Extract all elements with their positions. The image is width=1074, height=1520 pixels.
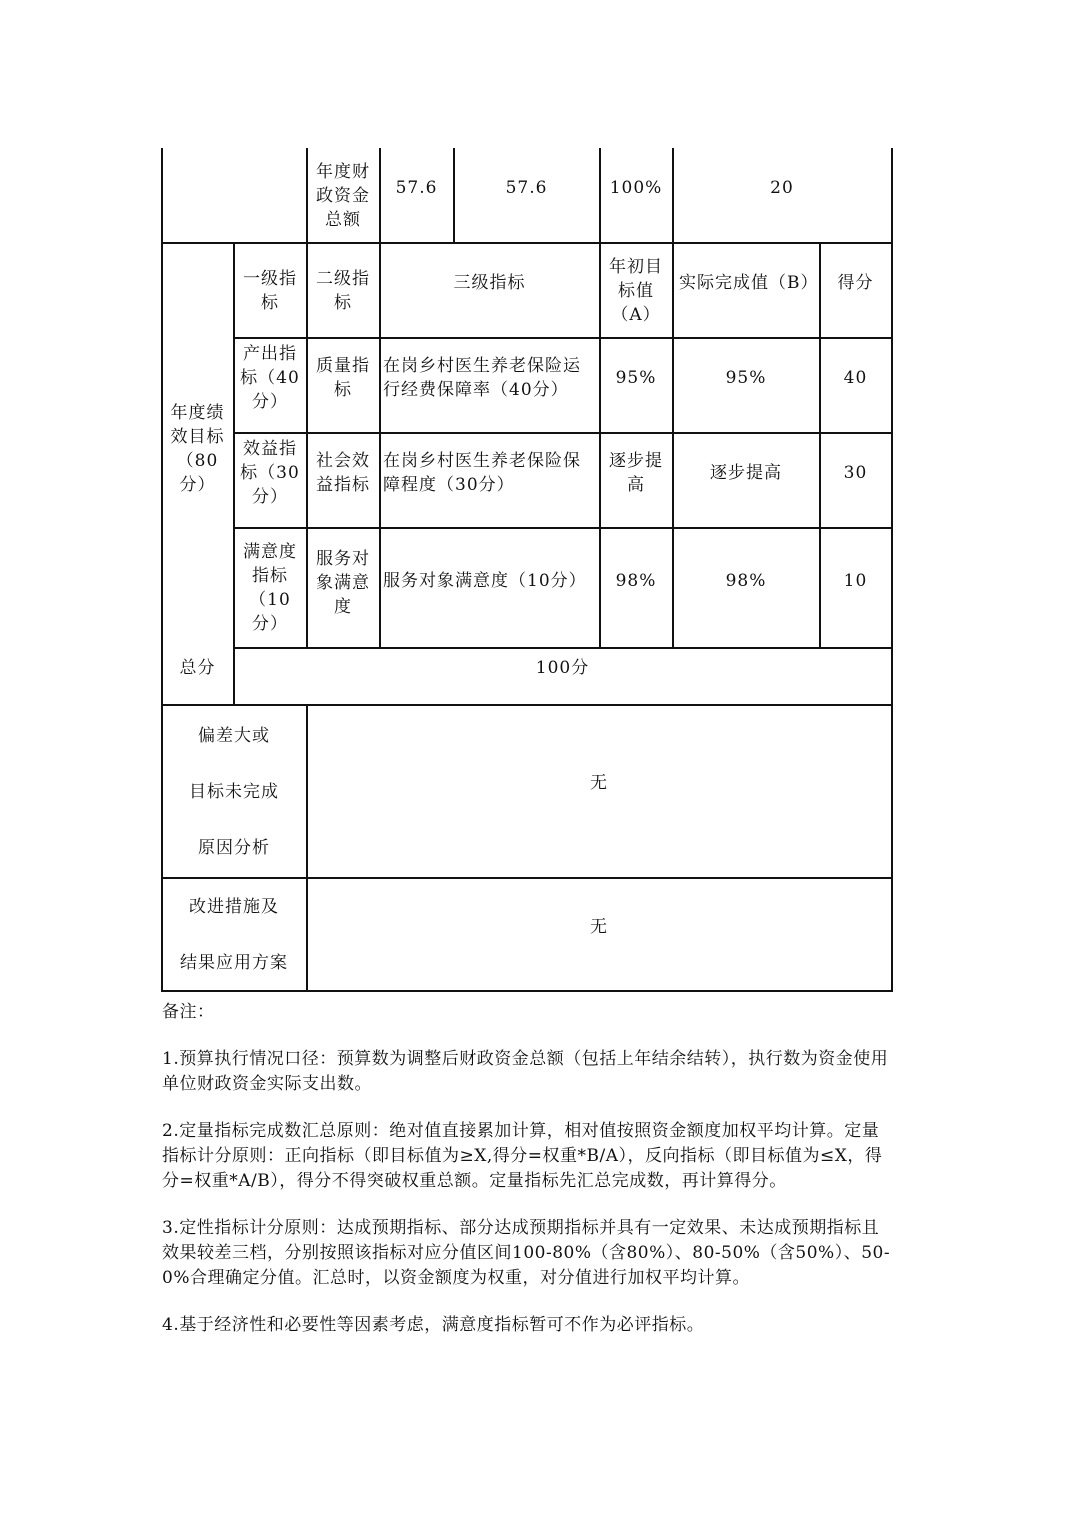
row3-level3-text: 服务对象满意度（10分） (383, 570, 587, 591)
funding-score (673, 148, 891, 228)
funding-total-label-text: 年度财政资金总额 (316, 161, 370, 230)
header-level2-text: 二级指标 (316, 268, 370, 313)
total-label-text: 总分 (179, 658, 216, 678)
total-value (234, 648, 891, 688)
row2-level1-text: 效益指标（30分） (240, 439, 300, 507)
row2-level3 (380, 433, 599, 513)
row1-actual-text: 95% (725, 368, 767, 388)
row2-level3-text: 在岗乡村医生养老保险保障程度（30分） (383, 451, 581, 495)
header-score (820, 243, 891, 323)
improvement-label (162, 879, 306, 990)
header-level3 (380, 243, 599, 323)
total-value-text: 100分 (535, 658, 590, 678)
deviation-label-line: 目标未完成 (189, 781, 279, 802)
header-actual-text: 实际完成值（B） (679, 273, 819, 293)
row1-score (820, 338, 891, 418)
row1-level2 (307, 338, 379, 418)
row3-target (600, 528, 672, 633)
note-item: 4.基于经济性和必要性等因素考虑，满意度指标暂可不作为必评指标。 (162, 1315, 705, 1335)
funding-score-text: 20 (770, 178, 794, 198)
deviation-label-line: 原因分析 (198, 837, 270, 858)
row3-actual (673, 528, 819, 633)
header-target-text: 年初目标值（A） (609, 256, 663, 325)
row3-level3 (380, 528, 599, 633)
total-label (162, 648, 233, 688)
row1-score-text: 40 (843, 368, 868, 388)
table-border (891, 148, 893, 992)
row2-level2 (307, 433, 379, 513)
row3-target-text: 98% (615, 570, 657, 591)
row1-level1-text: 产出指标（40分） (240, 344, 300, 412)
budget-value-text: 57.6 (395, 178, 438, 198)
budget-value (380, 148, 453, 228)
notes-section (162, 1000, 892, 1360)
row1-actual (673, 338, 819, 418)
note-item: 1.预算执行情况口径：预算数为调整后财政资金总额（包括上年结余结转），执行数为资金使用单位财政资金实际支出数。 (162, 1049, 889, 1094)
improvement-value (307, 879, 891, 975)
execution-rate (600, 148, 672, 228)
row2-score-text: 30 (843, 463, 868, 483)
row2-actual (673, 433, 819, 513)
header-level2 (307, 243, 379, 338)
row1-level3-text: 在岗乡村医生养老保险运行经费保障率（40分） (383, 356, 581, 400)
executed-value-text: 57.6 (505, 178, 548, 198)
row2-level1 (234, 433, 306, 513)
note-item: 2.定量指标完成数汇总原则：绝对值直接累加计算，相对值按照资金额度加权平均计算。定量指标计分原则：正向指标（即目标值为≥X,得分=权重*B/A），反向指标（即目标值为≤X，得分=权重*A/B），得分不得突破权重总额。定量指标先汇总完成数，再计算得分。 (162, 1121, 883, 1191)
deviation-value (307, 706, 891, 860)
deviation-label (162, 706, 306, 877)
header-level1 (234, 243, 306, 338)
header-level3-text: 三级指标 (453, 273, 526, 293)
table-border (161, 990, 893, 992)
row1-target (600, 338, 672, 418)
row1-target-text: 95% (615, 368, 657, 388)
row2-actual-text: 逐步提高 (710, 463, 782, 483)
section-label-performance (162, 243, 233, 648)
row1-level2-text: 质量指标 (316, 356, 370, 400)
notes-heading: 备注： (162, 1002, 215, 1022)
row2-target (600, 433, 672, 513)
row3-level2-text: 服务对象满意度 (316, 549, 370, 617)
row1-level3 (380, 338, 599, 418)
deviation-label-line: 偏差大或 (198, 725, 270, 746)
row2-score (820, 433, 891, 513)
funding-total-label (307, 148, 379, 243)
row3-actual-text: 98% (725, 570, 767, 591)
executed-value (454, 148, 599, 228)
improvement-label-line: 改进措施及 (189, 896, 279, 917)
row3-score (820, 528, 891, 633)
section-label-text: 年度绩效目标（80分） (170, 402, 225, 495)
execution-rate-text: 100% (609, 178, 663, 198)
row3-level1 (234, 528, 306, 647)
improvement-label-line: 结果应用方案 (180, 952, 288, 973)
row3-level1-text: 满意度指标（10分） (243, 541, 297, 634)
row2-target-text: 逐步提高 (609, 451, 663, 495)
row2-level2-text: 社会效益指标 (316, 451, 370, 495)
row1-level1 (234, 338, 306, 418)
header-actual (673, 243, 819, 323)
header-level1-text: 一级指标 (243, 268, 297, 313)
row3-score-text: 10 (843, 570, 868, 591)
deviation-value-text: 无 (590, 773, 608, 793)
improvement-value-text: 无 (590, 917, 608, 937)
header-target (600, 243, 672, 338)
note-item: 3.定性指标计分原则：达成预期指标、部分达成预期指标并具有一定效果、未达成预期指标且效果较差三档，分别按照该指标对应分值区间100-80%（含80%）、80-50%（含50%）、50-0%合理确定分值。汇总时，以资金额度为权重，对分值进行加权平均计算。 (162, 1218, 891, 1288)
row3-level2 (307, 528, 379, 638)
header-score-text: 得分 (837, 273, 874, 293)
